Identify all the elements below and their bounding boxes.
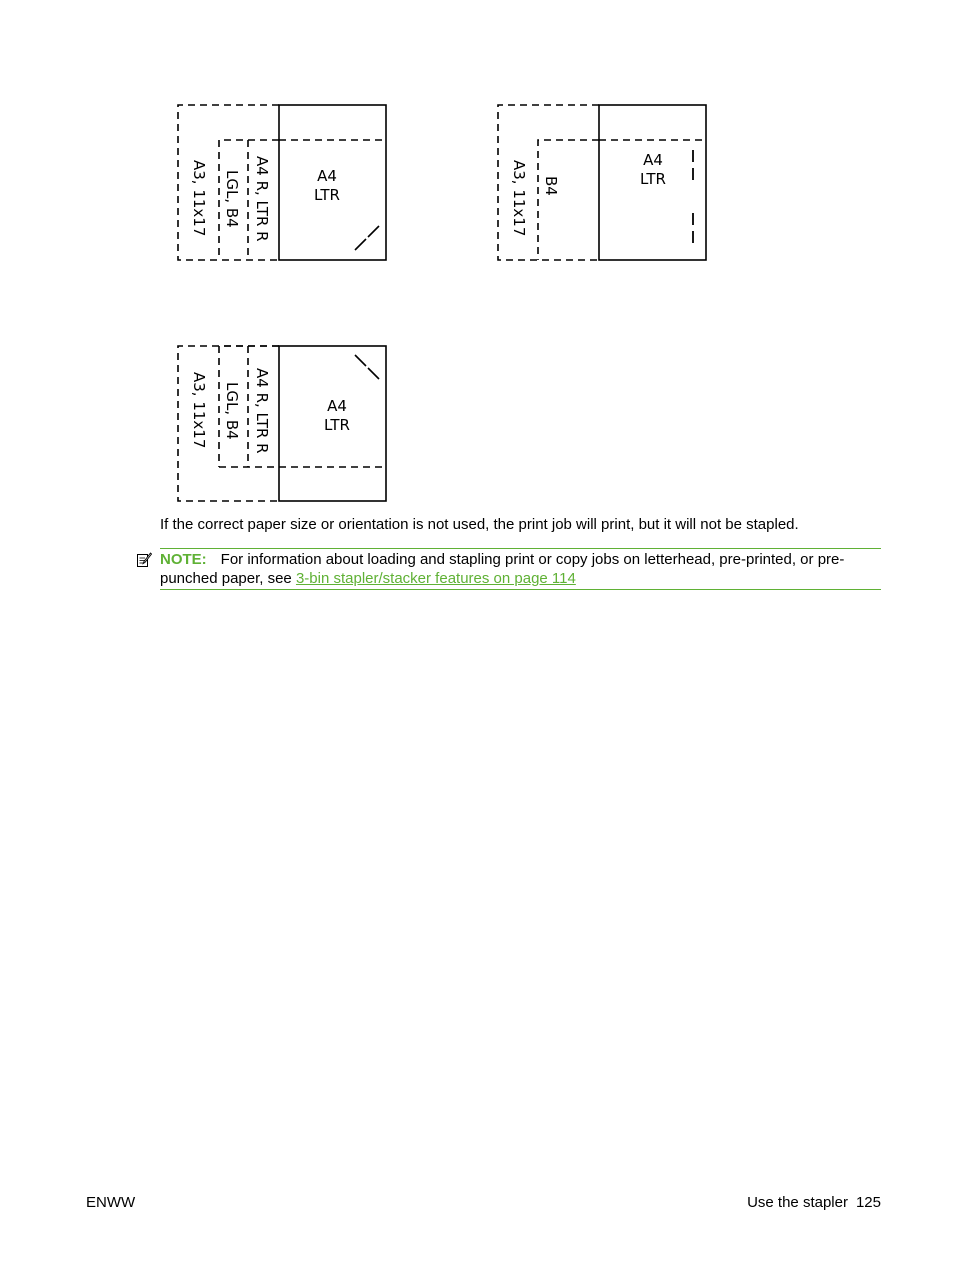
footer-section-title: Use the stapler — [747, 1194, 848, 1211]
sheet-label-line1: A4 — [327, 397, 347, 415]
vertical-label-a3: A3, 11x17 — [510, 160, 528, 237]
note-link[interactable]: 3-bin stapler/stacker features on page 114 — [295, 570, 576, 587]
vertical-label-a3: A3, 11x17 — [190, 372, 208, 449]
sheet-label-line1: A4 — [317, 167, 337, 185]
note-pencil-icon — [136, 552, 152, 573]
staple-mark — [368, 368, 379, 379]
vertical-label-lgl: LGL, B4 — [223, 170, 241, 228]
vertical-label-b4: B4 — [542, 176, 560, 196]
staple-diagram-3-svg — [170, 339, 400, 509]
footer-left-text: ENWW — [86, 1194, 136, 1211]
note-box — [160, 548, 881, 590]
vertical-label-a4r: A4 R, LTR R — [253, 156, 271, 242]
vertical-label-a3: A3, 11x17 — [190, 160, 208, 237]
staple-diagram-2-svg — [490, 98, 720, 268]
note-label: NOTE: — [160, 551, 207, 568]
note-text: For information about loading and stapling print or copy jobs on letterhead, pre-printed, or pre-punched paper, see — [160, 551, 845, 587]
sheet-label-line2: LTR — [324, 416, 350, 434]
footer-right — [747, 1194, 881, 1212]
sheet-label-line2: LTR — [314, 186, 340, 204]
staple-mark — [355, 239, 366, 250]
body-paragraph: If the correct paper size or orientation is not used, the print job will print, but it will not be stapled. — [160, 516, 799, 533]
staple-diagram-1-svg — [170, 98, 400, 268]
vertical-label-lgl: LGL, B4 — [223, 382, 241, 440]
vertical-label-a4r: A4 R, LTR R — [253, 368, 271, 454]
sheet-label-line2: LTR — [640, 170, 666, 188]
staple-diagram-2 — [490, 98, 720, 268]
staple-mark — [368, 226, 379, 237]
staple-mark — [355, 355, 366, 366]
page-number: 125 — [855, 1194, 881, 1211]
sheet-label-line1: A4 — [643, 151, 663, 169]
b4-outline — [538, 140, 599, 260]
staple-diagram-1 — [170, 98, 400, 268]
staple-diagram-3 — [170, 339, 400, 509]
